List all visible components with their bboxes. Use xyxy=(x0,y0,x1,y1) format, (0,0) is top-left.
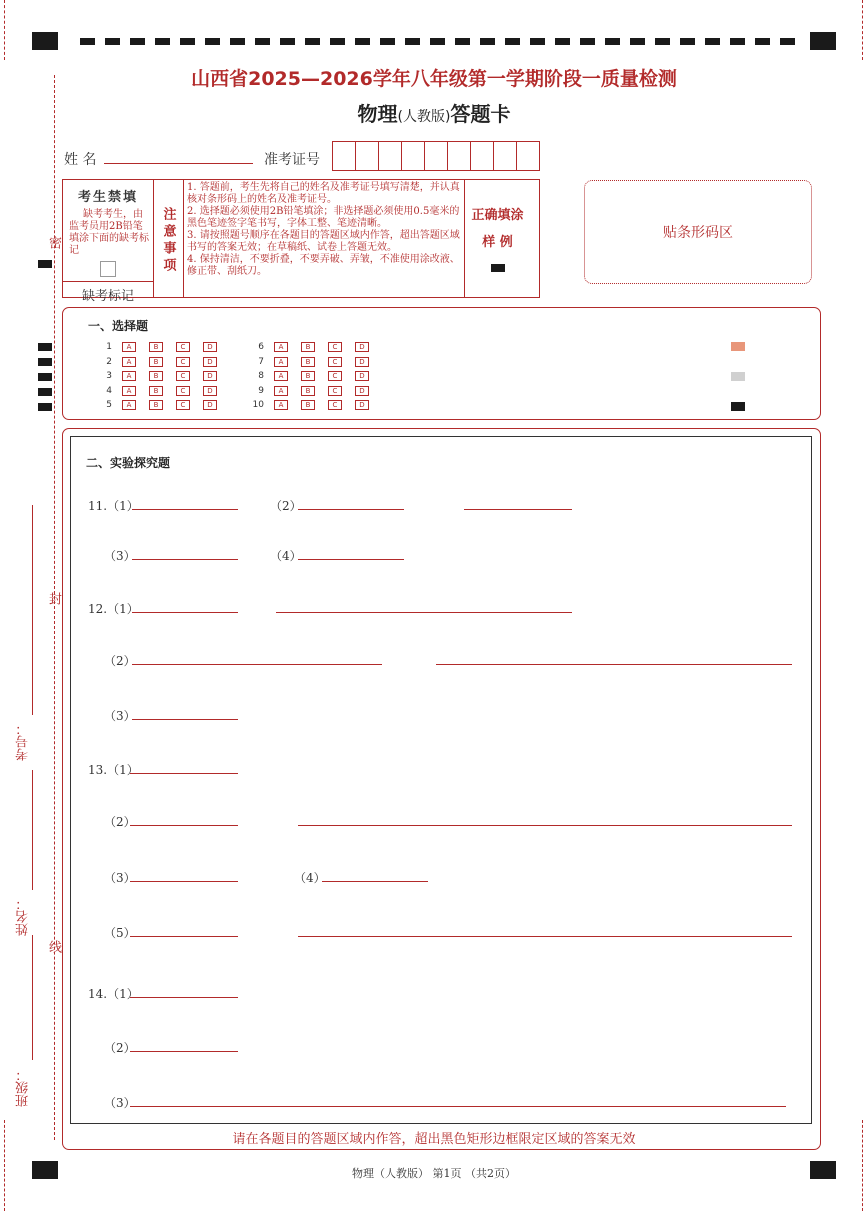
id-boxes[interactable] xyxy=(332,141,540,171)
page-footer: 物理（人教版） 第1页 （共2页） xyxy=(352,1167,516,1180)
id-digit-box[interactable] xyxy=(333,142,355,170)
q12-1-answer[interactable] xyxy=(132,612,238,613)
binding-line xyxy=(54,75,55,1140)
q12-2-label: （2） xyxy=(104,654,136,668)
mc-option-bubble[interactable]: D xyxy=(203,371,217,381)
mc-option-bubble[interactable]: B xyxy=(301,342,315,352)
forbid-title: 考生禁填 xyxy=(77,190,138,205)
subject: 物理 xyxy=(357,102,398,126)
q12-3-label: （3） xyxy=(104,709,136,723)
q13-5b-answer[interactable] xyxy=(298,936,792,937)
forbid-cell xyxy=(63,180,154,304)
q13-3-label: （3） xyxy=(104,871,136,885)
sample-sub: 样 例 xyxy=(482,235,513,250)
mc-option-bubble[interactable]: C xyxy=(176,357,190,367)
notice-item-4: 4. 保持清洁，不要折叠，不要弄破、弄皱，不准使用涂改液、修正带、刮纸刀。 xyxy=(187,254,460,277)
id-digit-box[interactable] xyxy=(516,142,539,170)
mc-option-bubble[interactable]: B xyxy=(149,400,163,410)
side-label-xian: 线 xyxy=(46,940,61,953)
q13-4-label: （4） xyxy=(294,871,326,885)
mc-option-bubble[interactable]: B xyxy=(301,386,315,396)
banji-line xyxy=(32,935,33,1060)
mc-question-row xyxy=(94,400,230,410)
q11-3-answer[interactable] xyxy=(132,559,238,560)
q11-4-label: （4） xyxy=(270,549,302,563)
q12-2b-answer[interactable] xyxy=(436,664,792,665)
sample-title: 正确填涂 xyxy=(471,208,524,223)
mc-option-bubble[interactable]: D xyxy=(203,357,217,367)
mc-option-bubble[interactable]: B xyxy=(301,400,315,410)
mc-option-bubble[interactable]: C xyxy=(176,386,190,396)
absent-mark-label: 缺考标记 xyxy=(63,281,153,304)
side-label-feng: 封 xyxy=(46,592,61,605)
q13-1-label: 13.（1） xyxy=(88,763,139,777)
q14-1-answer[interactable] xyxy=(130,997,238,998)
name-field[interactable] xyxy=(104,163,253,164)
id-label: 准考证号 xyxy=(264,152,320,168)
mc-option-bubble[interactable]: A xyxy=(122,386,136,396)
sample-fill-mark xyxy=(491,264,505,272)
mc-question-row xyxy=(94,386,230,396)
card-label: 答题卡 xyxy=(450,102,511,126)
mc-option-bubble[interactable]: B xyxy=(301,357,315,367)
notice-item-3: 3. 请按照题号顺序在各题目的答题区域内作答，超出答题区域书写的答案无效；在草稿纸、试卷上答题无效。 xyxy=(187,230,460,253)
mc-option-bubble[interactable]: A xyxy=(122,342,136,352)
q13-2b-answer[interactable] xyxy=(298,825,792,826)
id-digit-box[interactable] xyxy=(447,142,470,170)
q12-1-label: 12.（1） xyxy=(88,602,139,616)
id-digit-box[interactable] xyxy=(470,142,493,170)
exam-title: 山西省2025—2026学年八年级第一学期阶段一质量检测 xyxy=(191,68,677,90)
info-table xyxy=(62,179,540,304)
mc-question-number: 7 xyxy=(258,356,264,367)
mc-option-bubble[interactable]: B xyxy=(149,386,163,396)
mc-question-row xyxy=(246,371,382,381)
mc-question-number: 8 xyxy=(258,371,264,381)
q13-2-answer[interactable] xyxy=(130,825,238,826)
mc-option-bubble[interactable]: C xyxy=(328,386,342,396)
mc-option-bubble[interactable]: B xyxy=(149,371,163,381)
q11-1-answer[interactable] xyxy=(132,509,238,510)
mc-option-bubble[interactable]: A xyxy=(274,371,288,381)
section-experiment-inner xyxy=(70,436,812,1124)
marker-orange xyxy=(731,342,745,351)
left-edge-dots-top xyxy=(4,0,5,60)
mc-option-bubble[interactable]: D xyxy=(355,371,369,381)
id-digit-box[interactable] xyxy=(401,142,424,170)
mc-question-number: 1 xyxy=(106,342,112,352)
top-timing-bar xyxy=(80,38,800,45)
mc-option-bubble[interactable]: B xyxy=(149,357,163,367)
side-mark xyxy=(38,388,52,396)
mc-question-number: 10 xyxy=(252,400,264,410)
name-label: 姓 名 xyxy=(64,152,97,168)
side-mark xyxy=(38,358,52,366)
mc-option-bubble[interactable]: A xyxy=(274,342,288,352)
side-label-kaohao: 考号： xyxy=(16,722,31,761)
mc-option-bubble[interactable]: C xyxy=(328,342,342,352)
mc-option-bubble[interactable]: D xyxy=(203,386,217,396)
q11-3-label: （3） xyxy=(104,549,136,563)
mc-question-number: 6 xyxy=(258,342,264,352)
kaohao-line xyxy=(32,505,33,715)
q14-1-label: 14.（1） xyxy=(88,987,139,1001)
notice-cell xyxy=(183,180,465,297)
q13-4-answer[interactable] xyxy=(322,881,428,882)
q12-1b-answer[interactable] xyxy=(276,612,572,613)
mc-option-bubble[interactable]: D xyxy=(355,342,369,352)
q11-2-answer[interactable] xyxy=(298,509,404,510)
notice-item-2: 2. 选择题必须使用2B铅笔填涂；非选择题必须使用0.5毫米的黑色笔迹签字笔书写，字体工整、笔迹清晰。 xyxy=(187,206,460,229)
mc-option-bubble[interactable]: C xyxy=(328,400,342,410)
marker-black xyxy=(731,402,745,411)
side-mark xyxy=(38,343,52,351)
edition: (人教版) xyxy=(397,109,451,125)
id-digit-box[interactable] xyxy=(424,142,447,170)
absent-checkbox[interactable] xyxy=(100,261,116,277)
mc-option-bubble[interactable]: D xyxy=(355,400,369,410)
mc-question-number: 9 xyxy=(258,385,264,396)
q11-4-answer[interactable] xyxy=(298,559,404,560)
q13-2-label: （2） xyxy=(104,815,136,829)
corner-mark-tr xyxy=(810,32,836,50)
mc-question-row xyxy=(94,371,230,381)
side-mark xyxy=(38,403,52,411)
id-digit-box[interactable] xyxy=(355,142,378,170)
corner-mark-tl xyxy=(32,32,58,50)
id-digit-box[interactable] xyxy=(378,142,401,170)
mc-option-bubble[interactable]: D xyxy=(355,357,369,367)
mc-option-bubble[interactable]: D xyxy=(203,342,217,352)
mc-option-bubble[interactable]: C xyxy=(176,342,190,352)
mc-option-bubble[interactable]: A xyxy=(274,400,288,410)
mc-option-bubble[interactable]: A xyxy=(122,357,136,367)
q14-3-answer[interactable] xyxy=(130,1106,786,1107)
mc-question-number: 5 xyxy=(106,400,112,410)
card-title xyxy=(0,98,868,127)
barcode-area: 贴条形码区 xyxy=(584,180,812,284)
mc-question-row xyxy=(94,342,230,352)
q11-2-label: （2） xyxy=(270,499,302,513)
q13-3-answer[interactable] xyxy=(130,881,238,882)
q14-3-label: （3） xyxy=(104,1096,136,1110)
mc-question-number: 2 xyxy=(106,356,112,367)
marker-gray xyxy=(731,372,745,381)
q14-2-answer[interactable] xyxy=(130,1051,238,1052)
side-mark xyxy=(38,373,52,381)
mc-question-row xyxy=(94,357,230,367)
notice-item-1: 1. 答题前，考生先将自己的姓名及准考证号填写清楚，并认真核对条形码上的姓名及准考证号。 xyxy=(187,182,460,205)
notice-title-cell xyxy=(153,180,184,297)
section1-title: 一、选择题 xyxy=(88,319,149,333)
mc-option-bubble[interactable]: D xyxy=(203,400,217,410)
side-label-banji: 班级： xyxy=(16,1068,31,1107)
mc-option-bubble[interactable]: B xyxy=(301,371,315,381)
side-label-xingming: 姓名： xyxy=(16,897,31,936)
mc-option-bubble[interactable]: A xyxy=(274,386,288,396)
side-mark xyxy=(38,260,52,268)
xingming-line xyxy=(32,770,33,890)
right-edge-dots-top xyxy=(862,0,863,60)
notice-title: 注意事项 xyxy=(160,207,176,275)
mc-question-number: 3 xyxy=(106,371,112,381)
mc-option-bubble[interactable]: A xyxy=(122,400,136,410)
side-label-mi: 密 xyxy=(46,236,61,249)
mc-option-bubble[interactable]: C xyxy=(176,400,190,410)
mc-option-bubble[interactable]: D xyxy=(355,386,369,396)
q11-2b-answer[interactable] xyxy=(464,509,572,510)
mc-option-bubble[interactable]: C xyxy=(328,357,342,367)
mc-question-row xyxy=(246,386,382,396)
mc-option-bubble[interactable]: A xyxy=(122,371,136,381)
q13-5-label: （5） xyxy=(104,926,136,940)
mc-question-number: 4 xyxy=(106,385,112,396)
q11-1-label: 11.（1） xyxy=(88,499,139,513)
q12-3-answer[interactable] xyxy=(132,719,238,720)
mc-question-row xyxy=(246,342,382,352)
q13-1-answer[interactable] xyxy=(130,773,238,774)
mc-question-row xyxy=(246,357,382,367)
mc-option-bubble[interactable]: C xyxy=(328,371,342,381)
mc-option-bubble[interactable]: C xyxy=(176,371,190,381)
q13-5-answer[interactable] xyxy=(130,936,238,937)
section2-title: 二、实验探究题 xyxy=(86,456,171,470)
id-digit-box[interactable] xyxy=(493,142,516,170)
answer-area-note: 请在各题目的答题区域内作答，超出黑色矩形边框限定区域的答案无效 xyxy=(232,1132,636,1147)
forbid-text: 缺考考生，由监考员用2B铅笔填涂下面的缺考标记 xyxy=(69,209,149,256)
sample-cell xyxy=(457,180,538,297)
q12-2-answer[interactable] xyxy=(132,664,382,665)
mc-option-bubble[interactable]: B xyxy=(149,342,163,352)
mc-question-row xyxy=(246,400,382,410)
q14-2-label: （2） xyxy=(104,1041,136,1055)
mc-option-bubble[interactable]: A xyxy=(274,357,288,367)
